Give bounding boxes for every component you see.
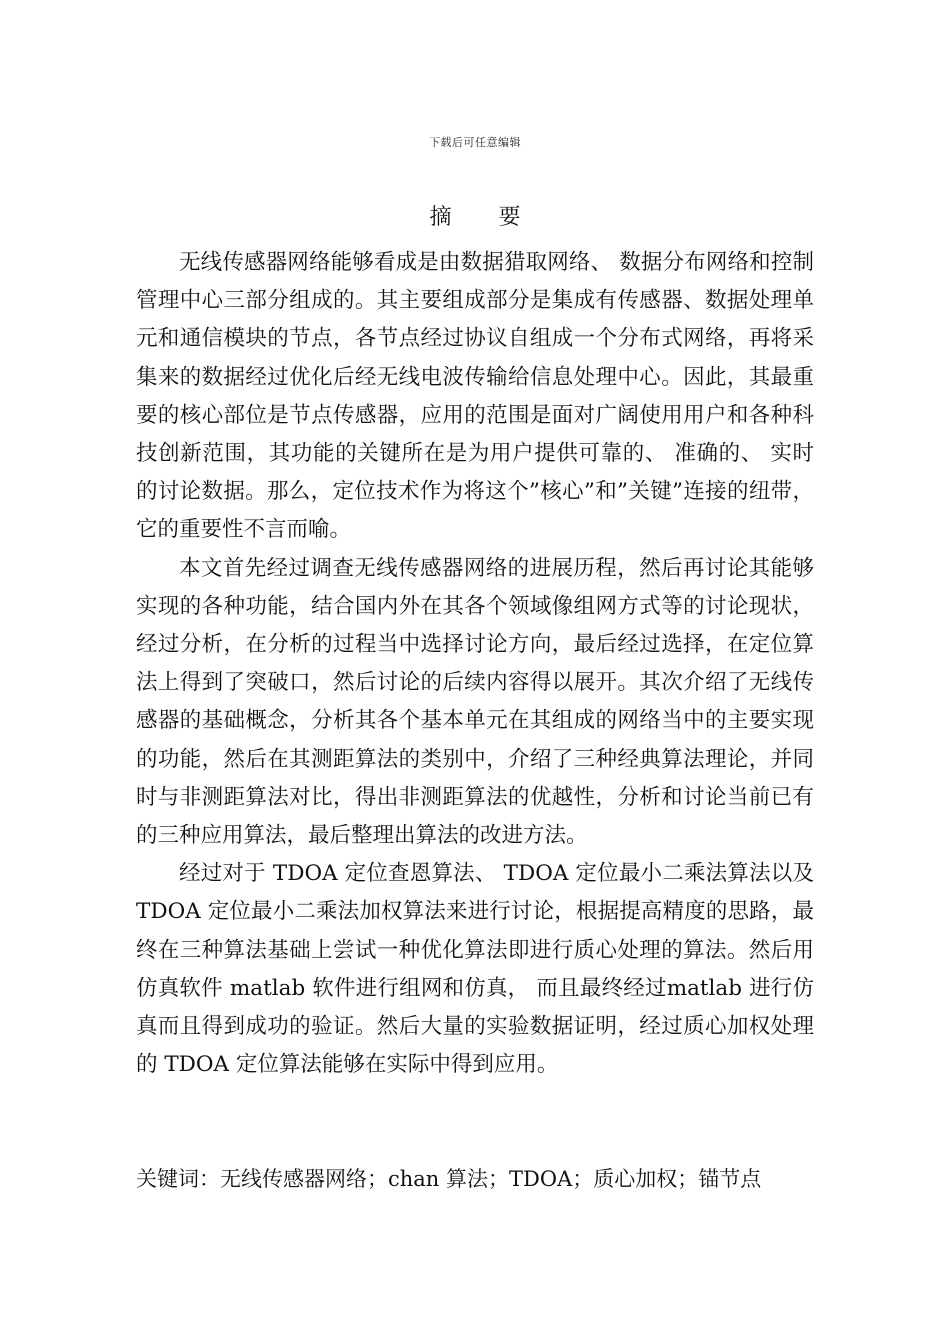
header-note: 下载后可任意编辑	[429, 136, 521, 149]
abstract-paragraph-2: 本文首先经过调查无线传感器网络的进展历程，然后再讨论其能够实现的各种功能，结合国内外在其各个领域像组网方式等的讨论现状，经过分析，在分析的过程当中选择讨论方向，最后经过选择，在定位算法上得到了突破口，然后讨论的后续内容得以展开。其次介绍了无线传感器的基础概念，分析其各个基本单元在其组成的网络当中的主要实现的功能，然后在其测距算法的类别中，介绍了三种经典算法理论，并同时与非测距算法对比，得出非测距算法的优越性，分析和讨论当前已有的三种应用算法，最后整理出算法的改进方法。	[136, 555, 814, 849]
abstract-title: 摘 要	[429, 205, 541, 230]
keywords-line: 关键词：无线传感器网络；chan 算法；TDOA；质心加权；锚节点	[136, 1167, 762, 1191]
abstract-body	[136, 244, 814, 1084]
abstract-paragraph-1: 无线传感器网络能够看成是由数据猎取网络、 数据分布网络和控制管理中心三部分组成的。其主要组成部分是集成有传感器、数据处理单元和通信模块的节点，各节点经过协议自组成一个分布式网络，再将采集来的数据经过优化后经无线电波传输给信息处理中心。因此，其最重要的核心部位是节点传感器，应用的范围是面对广阔使用用户和各种科技创新范围，其功能的关键所在是为用户提供可靠的、 准确的、 实时的讨论数据。那么，定位技术作为将这个”核心”和”关键”连接的纽带，它的重要性不言而喻。	[136, 250, 814, 543]
abstract-paragraph-3: 经过对于 TDOA 定位查恩算法、 TDOA 定位最小二乘法算法以及TDOA 定位最小二乘法加权算法来进行讨论，根据提高精度的思路，最终在三种算法基础上尝试一种优化算法即进行质心处理的算法。然后用仿真软件 matlab 软件进行组网和仿真， 而且最终经过matlab 进行仿真而且得到成功的验证。然后大量的实验数据证明，经过质心加权处理的 TDOA 定位算法能够在实际中得到应用。	[136, 861, 814, 1078]
